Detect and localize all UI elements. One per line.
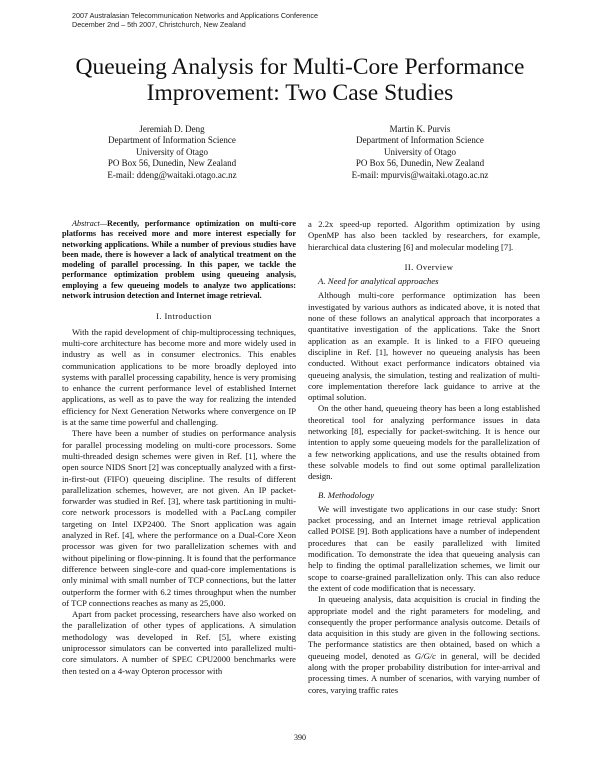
methodology-text-end: in general, will be decided along with the proper probability distribution for inter-arrival and processing times. A number of scenarios, with varying number of cores, varying traffic rates: [308, 650, 541, 695]
author-email: E-mail: ddeng@waitaki.otago.ac.nz: [107, 169, 237, 180]
subsection-heading-need: A. Need for analytical approaches: [318, 276, 439, 287]
author-university: University of Otago: [384, 146, 456, 157]
section-heading-overview: II. Overview: [404, 261, 454, 272]
page-number: 390: [294, 733, 306, 742]
intro-paragraph-2: There have been a number of studies on performance analysis for parallel processing modeling on multi-core processors. Some multi-threaded design schemes were given in Ref. [1], where the open source NIDS Snort [2] was conceptually analyzed with a first-in-first-out (FIFO) queueing discipline. The results of different parallelization schemes, however, are not given. An IP packet-forwarder was studied in Ref. [3], where task partitioning in multi-core network processors is modelled with a PacLang compiler targeting on Intel IXP2400. The Snort application was again analyzed in Ref. [4], where the performance on a Dual-Core Xeon processor was given for two parallelization schemes with and without pipelining or flow-pinning. It is found that the performance difference between single-core and quad-core implementations is only minimal with small number of TCP connections, but the latter outperform the former with 6.2 times throughput when the number of TCP connections reaches as many as 25,000.: [62, 428, 296, 608]
author-email: E-mail: mpurvis@waitaki.otago.ac.nz: [351, 169, 489, 180]
intro-paragraph-1: With the rapid development of chip-multiprocessing techniques, multi-core architecture has become more and more widely used in industry as well as in consumer electronics. This enables communication applications to be more broadly deployed into systems with parallel processing capability, hence is very promising to enhance the current performance level of established Internet applications, as well as to pave the way for realizing the intended efficiency for Next Generation Networks where convergence on IP is at the same time powerful and challenging.: [62, 326, 296, 428]
intro-paragraph-3: Apart from packet processing, researchers have also worked on the parallelization of other types of applications. A simulation methodology was developed in Ref. [5], where existing uniprocessor simulators can be converted into parallelized multi-core simulators. A number of SPEC CPU2000 benchmarks were then tested on a 4-way Opteron processor with: [62, 609, 296, 676]
methodology-paragraph-2: [308, 594, 540, 696]
right-column: [308, 219, 540, 696]
left-column: [62, 219, 296, 677]
need-paragraph-1: Although multi-core performance optimization has been investigated by various authors as indicated above, it is noted that none of these follows an analytical approach that incorporates a quantitative investigation of the applications. Take the Snort application as an example. It is linked to a FIFO queueing discipline in Ref. [1], however no queueing analysis has been conducted. Without exact performance indicators obtained via queueing analysis, the simulation, testing and realization of multi-core implementation therefore lack guidance to arrive at the optimal solution.: [308, 290, 540, 403]
continued-paragraph: a 2.2x speed-up reported. Algorithm optimization by using OpenMP has also been tackled by researchers, for example, hierarchical data clustering [6] and molecular modeling [7].: [308, 219, 540, 252]
section-heading-introduction: I. Introduction: [156, 311, 212, 322]
methodology-paragraph-1: We will investigate two applications in our case study: Snort packet processing, and an Internet image retrieval application called POISE [9]. Both applications have a number of independent procedures that can be easily parallelized with limited modification. To demonstrate the idea that queueing analysis can help to finding the optimal parallelization schemes, we limit our scope to coarse-grained parallelization only. This can also reduce the extent of code modification that is necessary.: [308, 503, 540, 593]
author-name: Martin K. Purvis: [389, 124, 451, 134]
need-paragraph-2: On the other hand, queueing theory has been a long established theoretical tool for analyzing performance issues in data networking [8], especially for packet-switching. It is hence our intention to apply some queueing models for the parallelization of a few networking applications, and use the results obtained from these solvable models to find out some optimal parallelization design.: [308, 403, 540, 482]
methodology-text-start: In queueing analysis, data acquisition is crucial in finding the appropriate model and the right parameters for modeling, and consequently the proper performance analysis outcome. Details of data acquisition in this study are given in the following sections. The performance statistics are then obtained, based on which a queueing model, denoted as: [308, 594, 540, 661]
author-name: Jeremiah D. Deng: [139, 124, 205, 134]
paper-title-line-2: Improvement: Two Case Studies: [146, 80, 454, 106]
conference-dates: December 2nd – 5th 2007, Christchurch, New Zealand: [72, 20, 246, 29]
author-address: PO Box 56, Dunedin, New Zealand: [355, 158, 485, 169]
author-university: University of Otago: [136, 146, 208, 157]
author-address: PO Box 56, Dunedin, New Zealand: [107, 158, 237, 169]
author-block-2: [310, 124, 530, 181]
subsection-heading-methodology: B. Methodology: [318, 489, 375, 500]
author-department: Department of Information Science: [356, 135, 484, 146]
abstract-label: Abstract—: [72, 219, 108, 228]
abstract: [62, 219, 296, 301]
conference-name: 2007 Australasian Telecommunication Networks and Applications Conference: [72, 11, 318, 20]
abstract-text: Recently, performance optimization on multi-core platforms has received more and more interest especially for networking applications. While a number of previous studies have been made, there is however a lack of analytical treatment on the modeling of parallel processing. In this paper, we tackle the performance optimization problem using queueing analysis, employing a few queueing models to analyze two applications: network intrusion detection and Internet image retrieval.: [62, 219, 296, 301]
author-department: Department of Information Science: [108, 135, 236, 146]
paper-title-line-1: Queueing Analysis for Multi-Core Performance: [75, 54, 525, 80]
queueing-model-notation: G/G/c: [414, 650, 436, 661]
author-block-1: [62, 124, 282, 181]
paper-title: [40, 54, 560, 106]
